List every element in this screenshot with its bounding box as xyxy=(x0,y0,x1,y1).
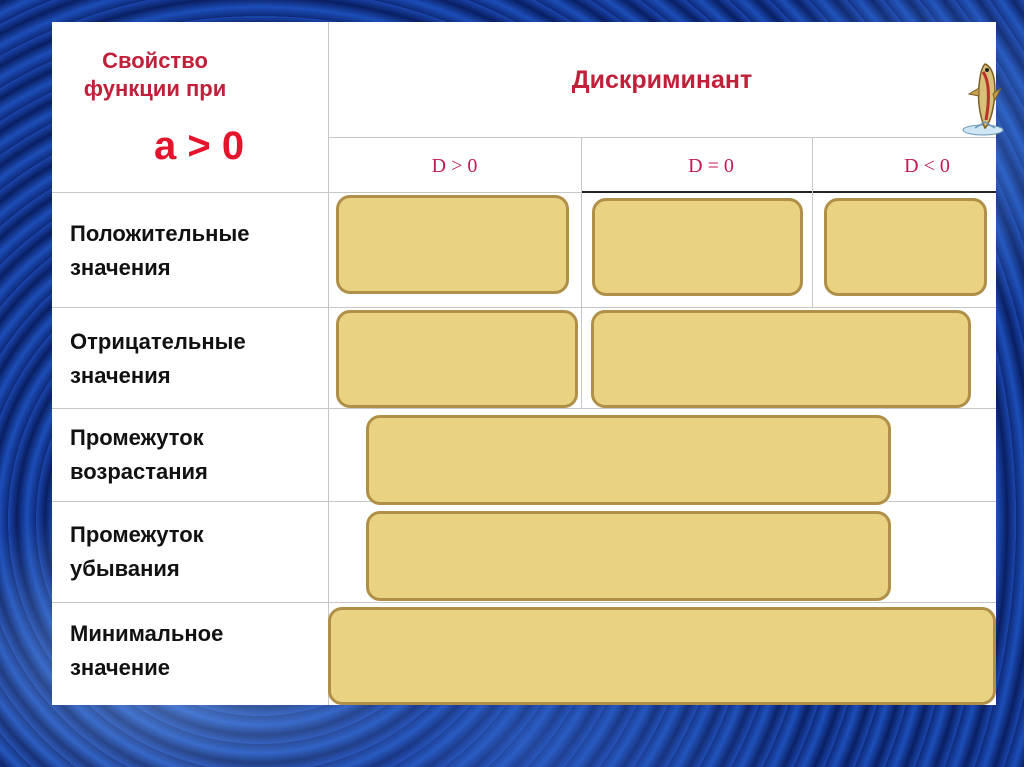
row-label-minimum: Минимальное значение xyxy=(70,621,224,680)
answer-box-increasing[interactable] xyxy=(366,415,891,505)
grid-line xyxy=(328,22,329,705)
answer-box-positive-d-zero[interactable] xyxy=(592,198,803,296)
fish-icon xyxy=(955,58,1011,138)
answer-box-positive-d-neg[interactable] xyxy=(824,198,987,296)
row-label-negative: Отрицательные значения xyxy=(70,329,246,388)
property-table xyxy=(52,22,996,705)
grid-line xyxy=(52,307,996,308)
answer-box-minimum[interactable] xyxy=(328,607,996,705)
grid-line xyxy=(328,137,996,138)
grid-line-bold xyxy=(581,191,996,193)
grid-line xyxy=(52,602,996,603)
row-label-increasing: Промежуток возрастания xyxy=(70,425,208,484)
condition-label: а > 0 xyxy=(154,124,245,168)
case-d-zero: D = 0 xyxy=(688,155,734,177)
answer-box-positive-d-pos[interactable] xyxy=(336,195,569,294)
answer-box-negative-d-zero-neg[interactable] xyxy=(591,310,971,408)
property-title: Свойство функции при xyxy=(83,48,227,101)
row-label-decreasing: Промежуток убывания xyxy=(70,522,204,581)
answer-box-decreasing[interactable] xyxy=(366,511,891,601)
case-d-negative: D < 0 xyxy=(904,155,950,177)
row-label-positive: Положительные значения xyxy=(70,221,250,280)
case-d-positive: D > 0 xyxy=(431,155,478,177)
grid-line xyxy=(52,408,996,409)
answer-box-negative-d-pos[interactable] xyxy=(336,310,578,408)
discriminant-title: Дискриминант xyxy=(571,66,753,94)
